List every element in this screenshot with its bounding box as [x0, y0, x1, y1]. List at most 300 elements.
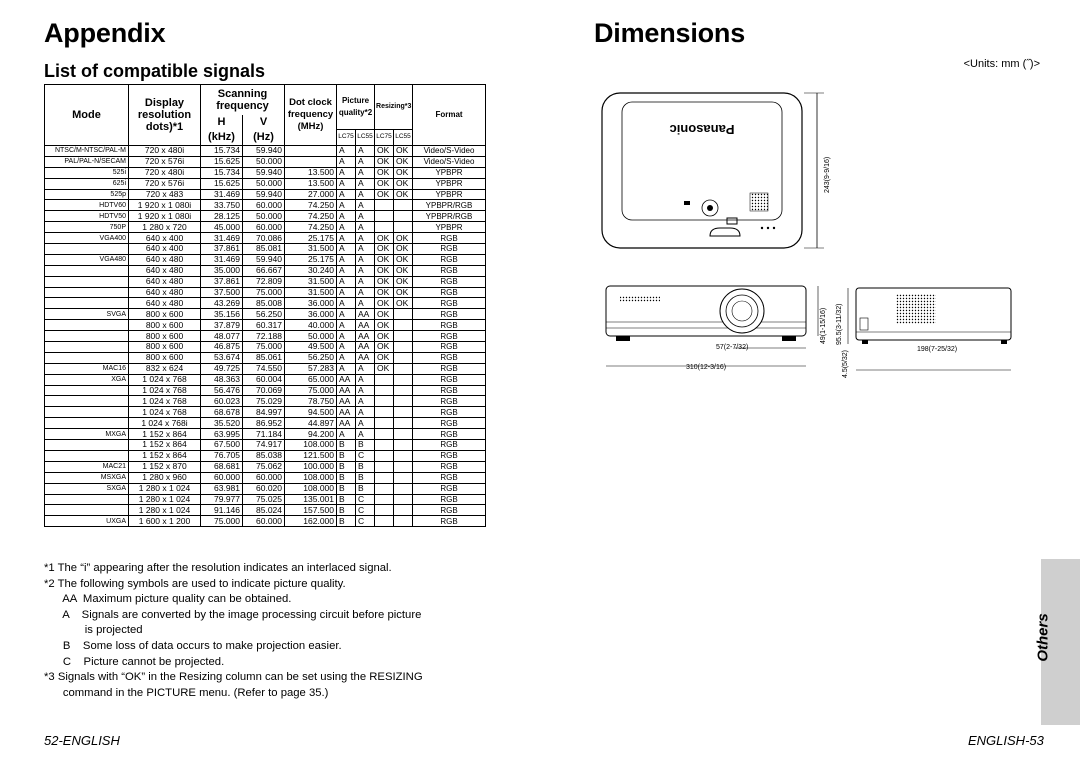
table-cell — [45, 418, 129, 429]
table-cell: 70.086 — [243, 233, 285, 244]
table-cell: A — [356, 396, 375, 407]
table-cell: OK — [394, 265, 413, 276]
table-cell: AA — [337, 385, 356, 396]
table-cell: 50.000 — [243, 178, 285, 189]
table-cell: 60.004 — [243, 374, 285, 385]
table-cell: 37.861 — [201, 244, 243, 255]
table-cell: OK — [394, 276, 413, 287]
table-row — [45, 178, 486, 189]
table-cell: 49.725 — [201, 363, 243, 374]
table-row — [45, 472, 486, 483]
table-row — [45, 342, 486, 353]
table-cell: 31.469 — [201, 254, 243, 265]
table-row — [45, 516, 486, 527]
table-cell: 60.000 — [243, 222, 285, 233]
table-cell: 135.001 — [285, 494, 337, 505]
table-cell — [375, 429, 394, 440]
dimension-height-label: 243(9-9/16) — [824, 156, 831, 193]
table-cell: 60.023 — [201, 396, 243, 407]
table-cell: B — [337, 440, 356, 451]
table-cell: 15.625 — [201, 156, 243, 167]
table-cell: B — [337, 505, 356, 516]
table-row — [45, 440, 486, 451]
table-row — [45, 450, 486, 461]
table-cell — [45, 505, 129, 516]
table-cell: 63.995 — [201, 429, 243, 440]
table-row — [45, 222, 486, 233]
table-cell: A — [356, 418, 375, 429]
table-row — [45, 167, 486, 178]
table-cell: A — [337, 200, 356, 211]
header-lc75-picture: LC75 — [337, 129, 356, 145]
table-cell: 36.000 — [285, 298, 337, 309]
header-lc75-resizing: LC75 — [375, 129, 394, 145]
table-cell — [394, 363, 413, 374]
table-cell — [45, 494, 129, 505]
table-cell: 75.000 — [243, 342, 285, 353]
table-cell: UXGA — [45, 516, 129, 527]
footnote-line: B Some loss of data occurs to make projection easier. — [44, 639, 342, 652]
table-cell: PAL/PAL-N/SECAM — [45, 156, 129, 167]
table-cell: 35.000 — [201, 265, 243, 276]
table-cell: 640 x 480 — [129, 298, 201, 309]
table-cell — [394, 385, 413, 396]
table-cell: 35.520 — [201, 418, 243, 429]
table-cell: 84.997 — [243, 407, 285, 418]
table-cell: RGB — [413, 287, 486, 298]
table-cell: 40.000 — [285, 320, 337, 331]
table-cell: A — [337, 189, 356, 200]
table-cell: RGB — [413, 472, 486, 483]
table-cell: 76.705 — [201, 450, 243, 461]
table-cell: A — [337, 178, 356, 189]
table-row — [45, 396, 486, 407]
table-cell: 640 x 480 — [129, 254, 201, 265]
table-row — [45, 200, 486, 211]
table-cell: RGB — [413, 298, 486, 309]
table-cell: YPBPR/RGB — [413, 200, 486, 211]
table-cell: RGB — [413, 320, 486, 331]
table-cell: RGB — [413, 309, 486, 320]
page-number-left: 52-ENGLISH — [44, 733, 120, 748]
table-cell: RGB — [413, 363, 486, 374]
table-cell: OK — [394, 167, 413, 178]
table-cell: 1 280 x 1 024 — [129, 483, 201, 494]
table-cell: 31.500 — [285, 287, 337, 298]
table-cell: 1 024 x 768 — [129, 385, 201, 396]
footnote-line: is projected — [44, 624, 143, 637]
table-cell: 28.125 — [201, 211, 243, 222]
table-cell — [394, 309, 413, 320]
footnote-line: *2 The following symbols are used to indicate picture quality. — [44, 577, 346, 590]
table-cell — [394, 429, 413, 440]
table-cell: A — [337, 233, 356, 244]
table-row — [45, 352, 486, 363]
table-cell — [394, 472, 413, 483]
table-row — [45, 298, 486, 309]
table-cell: 1 152 x 864 — [129, 440, 201, 451]
table-cell: OK — [394, 146, 413, 157]
table-cell: 63.981 — [201, 483, 243, 494]
table-cell: 525i — [45, 167, 129, 178]
table-cell: A — [356, 244, 375, 255]
table-cell: 1 024 x 768 — [129, 374, 201, 385]
header-scanning-frequency: Scanning frequency — [201, 85, 285, 115]
table-cell: MSXGA — [45, 472, 129, 483]
table-cell — [394, 211, 413, 222]
table-cell: AA — [356, 342, 375, 353]
table-cell: 75.025 — [243, 494, 285, 505]
footnote-line: command in the PICTURE menu. (Refer to page 35.) — [44, 686, 329, 699]
table-cell: 85.024 — [243, 505, 285, 516]
table-cell: 25.175 — [285, 233, 337, 244]
table-cell: 75.029 — [243, 396, 285, 407]
header-display-resolution: Display resolution dots)*1 — [129, 85, 201, 146]
table-cell: 13.500 — [285, 167, 337, 178]
dimension-49-label: 49(1-15/16) — [820, 307, 827, 344]
section-tab-others: Others — [1041, 559, 1080, 725]
table-row — [45, 331, 486, 342]
table-cell: OK — [375, 178, 394, 189]
table-row — [45, 385, 486, 396]
table-row — [45, 320, 486, 331]
table-cell: OK — [375, 342, 394, 353]
table-row — [45, 461, 486, 472]
table-cell: 53.674 — [201, 352, 243, 363]
table-cell: YPBPR — [413, 167, 486, 178]
table-cell: AA — [337, 374, 356, 385]
table-cell — [394, 352, 413, 363]
table-cell: 108.000 — [285, 483, 337, 494]
projector-top-view — [592, 88, 842, 263]
table-cell: A — [356, 385, 375, 396]
table-cell: RGB — [413, 407, 486, 418]
table-cell: RGB — [413, 244, 486, 255]
table-row — [45, 254, 486, 265]
table-cell: OK — [375, 233, 394, 244]
brand-logo: Panasonic — [669, 122, 735, 137]
table-cell: 1 024 x 768i — [129, 418, 201, 429]
table-cell: 57.283 — [285, 363, 337, 374]
table-cell: 44.897 — [285, 418, 337, 429]
table-cell: A — [356, 222, 375, 233]
table-cell — [394, 440, 413, 451]
table-cell — [45, 352, 129, 363]
table-cell: Video/S-Video — [413, 156, 486, 167]
table-cell: A — [356, 167, 375, 178]
table-cell: 13.500 — [285, 178, 337, 189]
table-cell: 108.000 — [285, 440, 337, 451]
table-cell — [375, 418, 394, 429]
table-cell: 78.750 — [285, 396, 337, 407]
table-cell: 60.020 — [243, 483, 285, 494]
table-cell: RGB — [413, 342, 486, 353]
table-cell — [375, 516, 394, 527]
table-cell — [394, 200, 413, 211]
table-cell: C — [356, 505, 375, 516]
table-row — [45, 309, 486, 320]
table-cell: RGB — [413, 429, 486, 440]
table-cell — [375, 385, 394, 396]
table-cell — [45, 396, 129, 407]
table-cell: 832 x 624 — [129, 363, 201, 374]
table-cell — [45, 407, 129, 418]
table-cell: 800 x 600 — [129, 331, 201, 342]
table-cell: 59.940 — [243, 167, 285, 178]
table-cell: 15.734 — [201, 167, 243, 178]
table-cell: OK — [375, 298, 394, 309]
table-cell: HDTV60 — [45, 200, 129, 211]
table-cell: OK — [394, 244, 413, 255]
header-khz: (kHz) — [201, 129, 243, 145]
table-cell: 56.250 — [285, 352, 337, 363]
table-cell: 85.061 — [243, 352, 285, 363]
table-cell: Video/S-Video — [413, 146, 486, 157]
table-cell: OK — [394, 233, 413, 244]
table-cell: A — [337, 265, 356, 276]
footnotes — [44, 561, 489, 701]
dimension-95-label: 95.5(3-11/32) — [836, 303, 843, 345]
projector-side-view — [836, 282, 1016, 382]
table-cell — [394, 494, 413, 505]
header-picture-quality: Picture quality*2 — [337, 85, 375, 130]
table-cell — [394, 222, 413, 233]
table-cell: OK — [394, 254, 413, 265]
table-cell: OK — [375, 363, 394, 374]
table-cell: OK — [394, 189, 413, 200]
table-cell: VGA400 — [45, 233, 129, 244]
table-cell: 50.000 — [285, 331, 337, 342]
table-cell — [285, 156, 337, 167]
table-cell: 525p — [45, 189, 129, 200]
table-cell: 640 x 480 — [129, 287, 201, 298]
table-cell: A — [337, 342, 356, 353]
table-cell: NTSC/M-NTSC/PAL-M — [45, 146, 129, 157]
table-cell — [375, 211, 394, 222]
table-cell: A — [337, 287, 356, 298]
table-cell: HDTV50 — [45, 211, 129, 222]
table-cell: 1 600 x 1 200 — [129, 516, 201, 527]
table-cell: B — [356, 483, 375, 494]
table-cell: 56.476 — [201, 385, 243, 396]
table-cell: 37.879 — [201, 320, 243, 331]
table-row — [45, 156, 486, 167]
table-row — [45, 211, 486, 222]
table-cell: OK — [375, 254, 394, 265]
page-title-appendix: Appendix — [44, 18, 166, 48]
table-cell: 640 x 400 — [129, 233, 201, 244]
table-cell — [45, 440, 129, 451]
table-cell — [45, 244, 129, 255]
table-cell: OK — [394, 298, 413, 309]
table-cell: 1 920 x 1 080i — [129, 200, 201, 211]
table-cell: RGB — [413, 450, 486, 461]
table-cell: 1 024 x 768 — [129, 407, 201, 418]
table-cell: 60.317 — [243, 320, 285, 331]
table-cell: A — [337, 276, 356, 287]
table-cell: 59.940 — [243, 254, 285, 265]
dimension-57-label: 57(2-7/32) — [716, 344, 749, 351]
table-cell: OK — [375, 352, 394, 363]
table-cell: 800 x 600 — [129, 320, 201, 331]
table-cell: RGB — [413, 265, 486, 276]
footnote-line: *1 The “i” appearing after the resolution indicates an interlaced signal. — [44, 562, 392, 574]
table-cell: 31.500 — [285, 244, 337, 255]
table-cell: 31.469 — [201, 189, 243, 200]
table-cell: OK — [375, 167, 394, 178]
table-cell: 1 152 x 864 — [129, 450, 201, 461]
table-cell: 36.000 — [285, 309, 337, 320]
projector-front-view — [592, 278, 837, 378]
table-cell — [45, 331, 129, 342]
table-cell: A — [337, 146, 356, 157]
table-cell: 68.681 — [201, 461, 243, 472]
table-cell — [394, 483, 413, 494]
table-cell: 74.550 — [243, 363, 285, 374]
table-cell: 45.000 — [201, 222, 243, 233]
table-cell: RGB — [413, 331, 486, 342]
table-row — [45, 363, 486, 374]
table-cell: 59.940 — [243, 189, 285, 200]
table-cell: 60.000 — [201, 472, 243, 483]
table-cell: RGB — [413, 233, 486, 244]
table-cell: 720 x 576i — [129, 156, 201, 167]
table-cell: B — [337, 472, 356, 483]
table-cell: 27.000 — [285, 189, 337, 200]
table-cell — [45, 265, 129, 276]
table-cell: 43.269 — [201, 298, 243, 309]
table-cell: RGB — [413, 254, 486, 265]
table-cell: 800 x 600 — [129, 309, 201, 320]
table-cell: AA — [356, 331, 375, 342]
table-cell: 121.500 — [285, 450, 337, 461]
table-cell — [375, 505, 394, 516]
table-cell: AA — [356, 320, 375, 331]
table-row — [45, 505, 486, 516]
table-cell: 86.952 — [243, 418, 285, 429]
table-cell — [375, 483, 394, 494]
table-cell: 46.875 — [201, 342, 243, 353]
table-cell: A — [356, 189, 375, 200]
table-row — [45, 146, 486, 157]
table-cell: 30.240 — [285, 265, 337, 276]
table-cell: OK — [375, 320, 394, 331]
table-cell: 33.750 — [201, 200, 243, 211]
table-cell: A — [337, 352, 356, 363]
table-cell: YPBPR — [413, 189, 486, 200]
table-cell: B — [356, 461, 375, 472]
table-cell: RGB — [413, 516, 486, 527]
table-cell: 94.200 — [285, 429, 337, 440]
table-cell: A — [356, 298, 375, 309]
table-cell: 35.156 — [201, 309, 243, 320]
table-cell: AA — [356, 309, 375, 320]
table-cell: C — [356, 494, 375, 505]
table-cell: A — [337, 298, 356, 309]
table-cell: RGB — [413, 440, 486, 451]
table-cell — [375, 440, 394, 451]
footnote-line: AA Maximum picture quality can be obtained. — [44, 593, 292, 606]
table-cell: RGB — [413, 385, 486, 396]
table-cell: 67.500 — [201, 440, 243, 451]
table-cell: 85.081 — [243, 244, 285, 255]
table-cell: 75.000 — [285, 385, 337, 396]
table-cell: A — [337, 320, 356, 331]
table-cell: 625i — [45, 178, 129, 189]
table-cell: 79.977 — [201, 494, 243, 505]
table-cell — [45, 298, 129, 309]
table-cell: 25.175 — [285, 254, 337, 265]
table-cell — [394, 320, 413, 331]
table-cell: RGB — [413, 352, 486, 363]
table-row — [45, 233, 486, 244]
table-cell: 1 280 x 1 024 — [129, 505, 201, 516]
table-cell: 800 x 600 — [129, 342, 201, 353]
table-cell: 74.250 — [285, 211, 337, 222]
table-cell: B — [337, 516, 356, 527]
table-cell: OK — [394, 287, 413, 298]
table-row — [45, 483, 486, 494]
table-cell: OK — [394, 178, 413, 189]
table-cell — [375, 222, 394, 233]
table-cell: 66.667 — [243, 265, 285, 276]
table-cell: RGB — [413, 396, 486, 407]
table-cell: 15.625 — [201, 178, 243, 189]
header-mode: Mode — [45, 85, 129, 146]
header-resizing: Resizing*3 — [375, 85, 413, 130]
table-cell: 72.809 — [243, 276, 285, 287]
table-cell: A — [337, 331, 356, 342]
table-row — [45, 244, 486, 255]
table-cell: A — [356, 200, 375, 211]
table-cell — [45, 320, 129, 331]
table-row — [45, 494, 486, 505]
table-cell: A — [356, 146, 375, 157]
table-cell: 31.500 — [285, 276, 337, 287]
footnote-line: A Signals are converted by the image processing circuit before picture — [44, 608, 422, 621]
table-cell: SXGA — [45, 483, 129, 494]
table-cell: RGB — [413, 418, 486, 429]
header-h: H — [201, 115, 243, 130]
table-cell — [45, 342, 129, 353]
table-cell: 60.000 — [243, 516, 285, 527]
header-dot-clock: Dot clock frequency (MHz) — [285, 85, 337, 146]
table-cell: 74.250 — [285, 200, 337, 211]
table-cell: MAC21 — [45, 461, 129, 472]
page-number-right: ENGLISH-53 — [968, 733, 1044, 748]
table-cell: OK — [375, 309, 394, 320]
table-cell: 72.188 — [243, 331, 285, 342]
table-cell: OK — [394, 156, 413, 167]
table-cell — [394, 331, 413, 342]
table-cell — [394, 407, 413, 418]
table-cell — [375, 494, 394, 505]
table-cell: 1 920 x 1 080i — [129, 211, 201, 222]
table-cell: A — [337, 363, 356, 374]
table-cell: 1 152 x 864 — [129, 429, 201, 440]
header-hz: (Hz) — [243, 129, 285, 145]
table-cell: RGB — [413, 276, 486, 287]
dimension-198-label: 198(7-25/32) — [917, 346, 958, 353]
table-cell: RGB — [413, 374, 486, 385]
table-cell: VGA480 — [45, 254, 129, 265]
table-cell — [45, 385, 129, 396]
table-cell: 50.000 — [243, 156, 285, 167]
table-cell: 85.008 — [243, 298, 285, 309]
table-cell — [45, 450, 129, 461]
table-cell: A — [356, 265, 375, 276]
table-cell: B — [337, 483, 356, 494]
